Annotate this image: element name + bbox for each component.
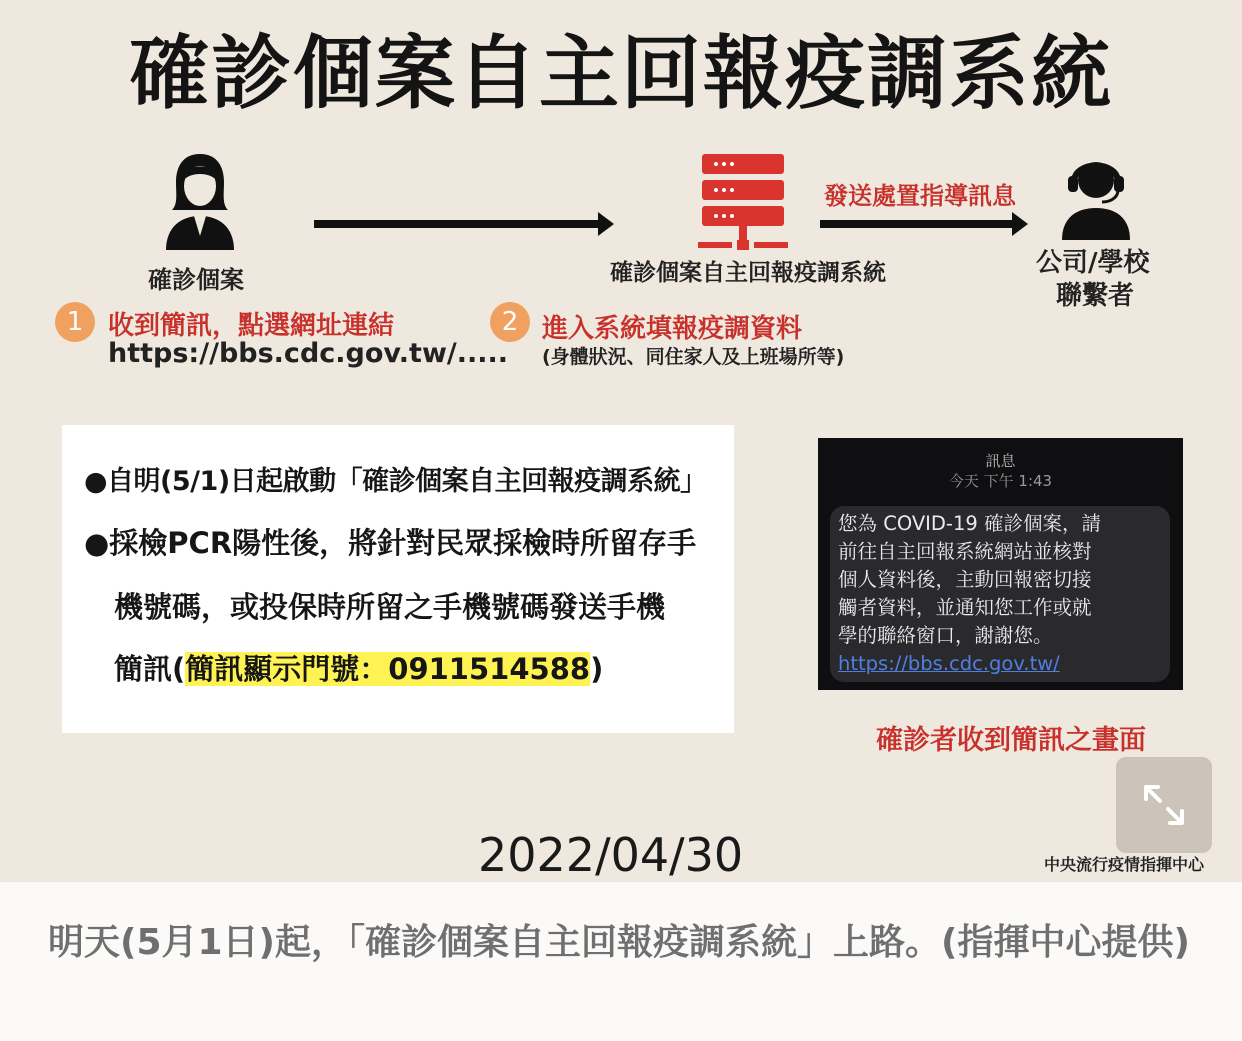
step1-url: https://bbs.cdc.gov.tw/..... — [108, 338, 509, 369]
notice-line-1: ●自明(5/1)日起啟動「確診個案自主回報疫調系統」 — [84, 466, 707, 497]
sms-caption: 確診者收到簡訊之畫面 — [876, 725, 1146, 756]
headset-contact-icon — [1056, 150, 1136, 240]
sms-link: https://bbs.cdc.gov.tw/ — [838, 652, 1060, 675]
phone-number-highlight: 簡訊顯示門號：0911514588 — [185, 652, 591, 686]
step2-sub: (身體狀況、同住家人及上班場所等) — [542, 346, 845, 368]
notice-line-2: ●採檢PCR陽性後，將針對民眾採檢時所留存手 — [84, 526, 697, 560]
step2-number: 2 — [490, 302, 530, 342]
sms-line-2: 前往自主回報系統網站並核對 — [838, 540, 1092, 563]
expand-image-button[interactable] — [1116, 757, 1212, 853]
expand-icon — [1116, 757, 1212, 853]
system-label: 確診個案自主回報疫調系統 — [610, 260, 886, 286]
step2-title: 進入系統填報疫調資料 — [542, 314, 803, 344]
notice-line-4 — [114, 647, 603, 688]
server-icon — [698, 154, 788, 252]
poster-date: 2022/04/30 — [478, 828, 744, 882]
step1-number: 1 — [55, 302, 95, 342]
notice-line-4-post: ) — [590, 652, 604, 686]
person-icon — [160, 150, 240, 250]
contact-label-1: 公司/學校 — [1036, 248, 1150, 278]
sms-line-1: 您為 COVID-19 確診個案，請 — [838, 512, 1101, 535]
sms-bubble — [830, 506, 1170, 682]
org-label: 中央流行疫情指揮中心 — [1044, 855, 1205, 874]
image-caption: 明天(5月1日)起，「確診個案自主回報疫調系統」上路。(指揮中心提供) — [48, 922, 1190, 963]
flow-arrow-1 — [314, 220, 602, 228]
sms-header: 訊息 — [985, 452, 1016, 470]
sms-line-5: 學的聯絡窗口，謝謝您。 — [838, 624, 1053, 647]
contact-label-2: 聯繫者 — [1056, 281, 1135, 311]
notice-line-4-pre: 簡訊( — [114, 652, 186, 686]
sms-line-3: 個人資料後，主動回報密切接 — [838, 568, 1092, 591]
send-label: 發送處置指導訊息 — [824, 182, 1016, 210]
case-label: 確診個案 — [148, 266, 244, 294]
sms-line-4: 觸者資料，並通知您工作或就 — [838, 596, 1092, 619]
sms-screenshot — [818, 438, 1183, 690]
flow-arrow-2 — [820, 220, 1016, 228]
notice-line-3: 機號碼，或投保時所留之手機號碼發送手機 — [114, 590, 666, 624]
sms-time: 今天 下午 1:43 — [948, 472, 1053, 490]
notice-box — [62, 425, 734, 733]
poster-title: 確診個案自主回報疫調系統 — [129, 27, 1113, 120]
step1-title: 收到簡訊，點選網址連結 — [108, 311, 395, 341]
